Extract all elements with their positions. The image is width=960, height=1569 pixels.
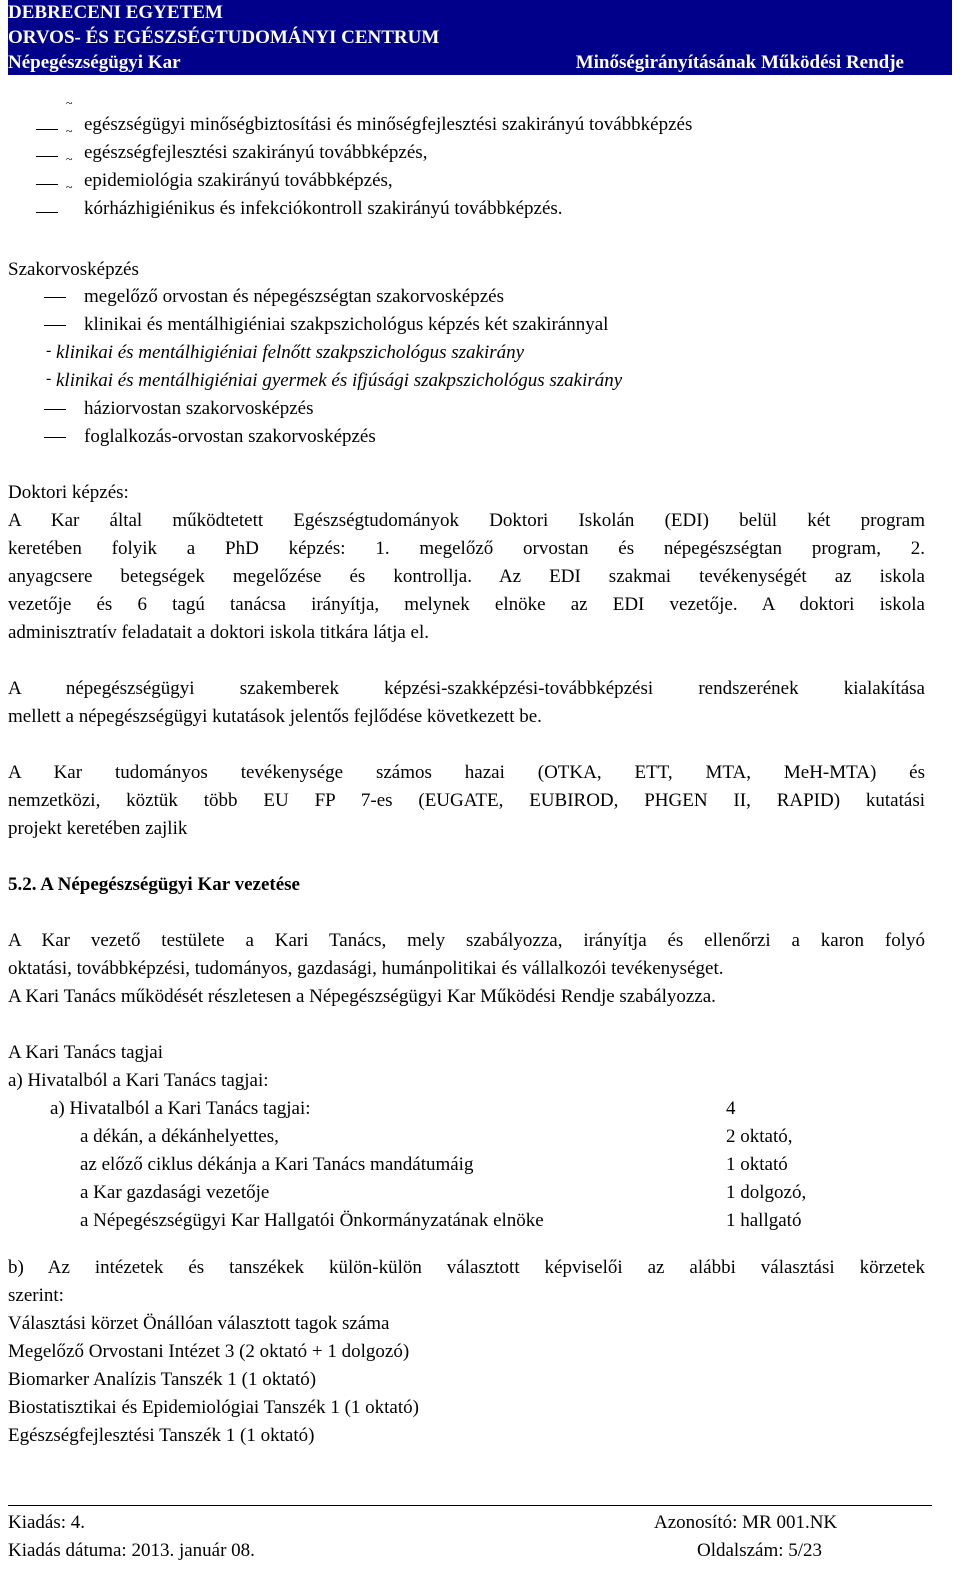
paragraph-line: oktatási, továbbképzési, tudományos, gazdasági, humánpolitikai és vállalkozói tevékenységet. <box>8 958 724 979</box>
paragraph-line: Választási körzet Önállóan választott tagok száma <box>8 1313 390 1334</box>
list-item: kórházhigiénikus és infekciókontroll szakirányú továbbképzés. <box>84 198 563 219</box>
paragraph-line: adminisztratív feladatait a doktori iskola titkára látja el. <box>8 622 430 643</box>
table-row-label: a) Hivatalból a Kari Tanács tagjai: <box>50 1098 311 1119</box>
dash-bullet <box>44 437 66 438</box>
table-row-value: 4 <box>726 1098 736 1119</box>
footer-divider <box>8 1505 932 1506</box>
paragraph-line: A Kar által működtetett Egészségtudományok Doktori Iskolán (EDI) belül két program <box>8 510 925 531</box>
list-item: foglalkozás-orvostan szakorvosképzés <box>84 426 376 447</box>
list-item: egészségfejlesztési szakirányú továbbképzés, <box>84 142 428 163</box>
paragraph-line: A Kari Tanács működését részletesen a Népegészségügyi Kar Működési Rendje szabályozza. <box>8 986 716 1007</box>
dash-bullet <box>44 325 66 326</box>
paragraph-line: szerint: <box>8 1285 64 1306</box>
section-title: Doktori képzés: <box>8 482 129 503</box>
section-title: Szakorvosképzés <box>8 259 139 280</box>
sub-dash: - <box>46 342 52 359</box>
dash-bullet <box>36 212 58 213</box>
dash-bullet <box>44 409 66 410</box>
dash-bullet <box>36 129 58 130</box>
paragraph-line: Megelőző Orvostani Intézet 3 (2 oktató + 1 dolgozó) <box>8 1341 410 1362</box>
table-row-value: 2 oktató, <box>726 1126 793 1147</box>
dash-bullet <box>36 156 58 157</box>
tilde-mark: ~ <box>66 96 73 110</box>
paragraph-line: keretében folyik a PhD képzés: 1. megelőző orvostan és népegészségtan program, 2. <box>8 538 925 559</box>
paragraph-line: projekt keretében zajlik <box>8 818 188 839</box>
sub-dash: - <box>46 370 52 387</box>
paragraph-line: vezetője és 6 tagú tanácsa irányítja, melynek elnöke az EDI vezetője. A doktori iskola <box>8 594 925 615</box>
list-subitem: klinikai és mentálhigiéniai felnőtt szakpszichológus szakirány <box>56 342 525 363</box>
paragraph-line: anyagcsere betegségek megelőzése és kontrollja. Az EDI szakmai tevékenységét az iskola <box>8 566 925 587</box>
center-name: ORVOS- ÉS EGÉSZSÉGTUDOMÁNYI CENTRUM <box>8 27 440 48</box>
paragraph-line: nemzetközi, köztük több EU FP 7-es (EUGATE, EUBIROD, PHGEN II, RAPID) kutatási <box>8 790 925 811</box>
faculty-name: Népegészségügyi Kar <box>8 52 181 73</box>
list-item: klinikai és mentálhigiéniai szakpszichológus képzés két szakiránnyal <box>84 314 609 335</box>
paragraph-line: mellett a népegészségügyi kutatások jelentős fejlődése következett be. <box>8 706 542 727</box>
dash-bullet <box>44 297 66 298</box>
table-row-value: 1 oktató <box>726 1154 788 1175</box>
paragraph-line: A népegészségügyi szakemberek képzési-szakképzési-továbbképzési rendszerének kialakítása <box>8 678 925 699</box>
list-subitem: klinikai és mentálhigiéniai gyermek és ifjúsági szakpszichológus szakirány <box>56 370 623 391</box>
tilde-mark: ~ <box>66 124 73 138</box>
paragraph-line: A Kar vezető testülete a Kari Tanács, mely szabályozza, irányítja és ellenőrzi a karon folyó <box>8 930 925 951</box>
document-title: Minőségirányításának Működési Rendje <box>575 52 904 73</box>
section-title: A Kari Tanács tagjai <box>8 1042 164 1063</box>
paragraph-line: b) Az intézetek és tanszékek külön-külön választott képviselői az alábbi választási körzetek <box>8 1257 925 1278</box>
subsection-title: a) Hivatalból a Kari Tanács tagjai: <box>8 1070 269 1091</box>
paragraph-line: Biostatisztikai és Epidemiológiai Tanszék 1 (1 oktató) <box>8 1397 419 1418</box>
list-item: megelőző orvostan és népegészségtan szakorvosképzés <box>84 286 504 307</box>
table-row-label: a Népegészségügyi Kar Hallgatói Önkormányzatának elnöke <box>80 1210 544 1231</box>
list-item: epidemiológia szakirányú továbbképzés, <box>84 170 393 191</box>
table-row-label: az előző ciklus dékánja a Kari Tanács mandátumáig <box>80 1154 474 1175</box>
section-heading: 5.2. A Népegészségügyi Kar vezetése <box>8 874 300 895</box>
table-row-label: a Kar gazdasági vezetője <box>80 1182 270 1203</box>
paragraph-line: A Kar tudományos tevékenysége számos hazai (OTKA, ETT, MTA, MeH-MTA) és <box>8 762 925 783</box>
paragraph-line: Egészségfejlesztési Tanszék 1 (1 oktató) <box>8 1425 315 1446</box>
table-row-value: 1 dolgozó, <box>726 1182 807 1203</box>
edition-date-label: Kiadás dátuma: 2013. január 08. <box>8 1540 255 1561</box>
table-row-label: a dékán, a dékánhelyettes, <box>80 1126 279 1147</box>
list-item: egészségügyi minőségbiztosítási és minőségfejlesztési szakirányú továbbképzés <box>84 114 693 135</box>
identifier-label: Azonosító: MR 001.NK <box>654 1512 838 1533</box>
page-number-label: Oldalszám: 5/23 <box>697 1540 823 1561</box>
university-name: DEBRECENI EGYETEM <box>8 2 223 23</box>
dash-bullet <box>36 184 58 185</box>
tilde-mark: ~ <box>66 152 73 166</box>
tilde-mark: ~ <box>66 180 73 194</box>
list-item: háziorvostan szakorvosképzés <box>84 398 314 419</box>
edition-label: Kiadás: 4. <box>8 1512 86 1533</box>
document-header <box>8 0 952 75</box>
paragraph-line: Biomarker Analízis Tanszék 1 (1 oktató) <box>8 1369 317 1390</box>
table-row-value: 1 hallgató <box>726 1210 802 1231</box>
